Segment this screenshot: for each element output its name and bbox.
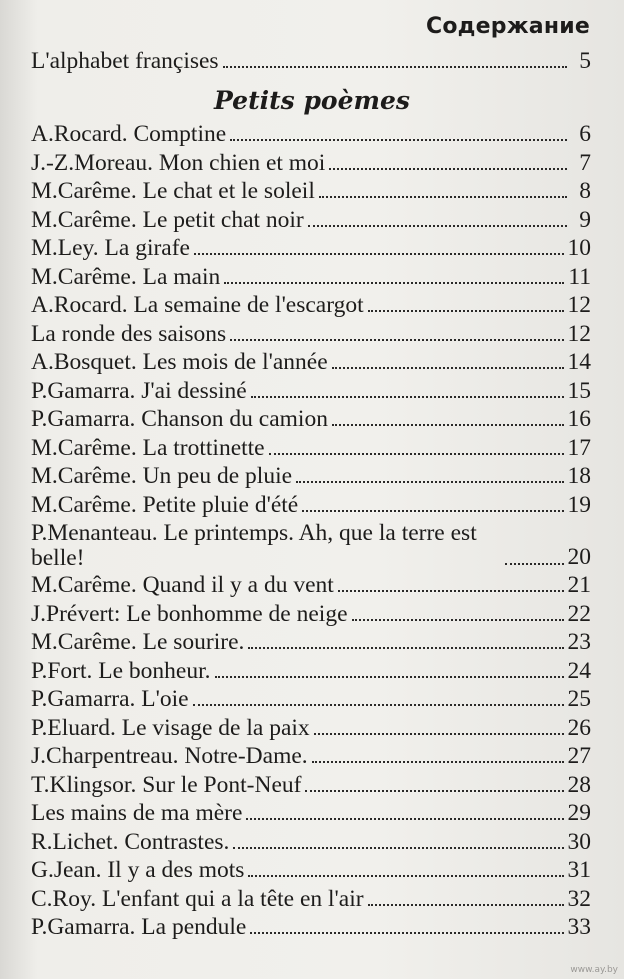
toc-entry-title: J.Charpentreau. Notre-Dame.	[31, 743, 308, 769]
toc-row	[31, 519, 591, 571]
dot-leader	[352, 619, 564, 621]
toc-page-number: 12	[567, 320, 591, 347]
dot-leader	[251, 396, 564, 398]
toc-page-number: 33	[567, 914, 591, 940]
dot-leader	[233, 847, 563, 849]
toc-entry-title: L'alphabet françises	[31, 48, 219, 74]
toc-list	[0, 120, 624, 942]
dot-leader	[215, 676, 564, 678]
toc-page-number: 14	[567, 349, 591, 375]
dot-leader	[312, 761, 564, 763]
toc-page-number: 27	[567, 743, 591, 769]
toc-page-number: 12	[567, 292, 591, 318]
dot-leader	[230, 339, 563, 341]
dot-leader	[248, 875, 563, 877]
toc-entry-title: J.Prévert: Le bonhomme de neige	[31, 600, 348, 627]
toc-page-number: 23	[567, 629, 591, 655]
dot-leader	[319, 196, 567, 198]
toc-page-number: 17	[567, 434, 591, 461]
toc-row	[31, 405, 591, 434]
toc-entry-title: A.Rocard. Comptine	[31, 121, 227, 147]
dot-leader	[193, 704, 564, 706]
toc-page-number: 30	[567, 828, 591, 855]
toc-page-number: 10	[567, 235, 591, 261]
toc-row	[31, 149, 591, 178]
dot-leader	[329, 168, 567, 170]
toc-entry-title: J.-Z.Moreau. Mon chien et moi	[31, 149, 326, 176]
dot-leader	[224, 282, 564, 284]
toc-row	[31, 771, 591, 800]
dot-leader	[302, 510, 563, 512]
dot-leader	[230, 139, 567, 141]
toc-row	[31, 377, 591, 406]
toc-entry-title: A.Rocard. La semaine de l'escargot	[31, 292, 364, 318]
toc-page-number: 25	[567, 686, 591, 712]
watermark: www.ay.by	[570, 965, 618, 975]
toc-entry-title: P.Gamarra. L'oie	[31, 686, 189, 712]
toc-row	[31, 348, 591, 377]
toc-row	[31, 120, 591, 149]
toc-row	[31, 685, 591, 714]
toc-page-number: 9	[579, 206, 591, 233]
toc-page-number: 32	[567, 885, 591, 912]
toc-entry-title: P.Gamarra. Chanson du camion	[31, 406, 328, 432]
toc-row	[31, 600, 591, 629]
toc-page-number: 5	[579, 48, 591, 74]
toc-row	[31, 434, 591, 463]
toc-row	[31, 913, 591, 942]
dot-leader	[505, 563, 564, 565]
toc-entry-title: M.Carême. La trottinette	[31, 434, 265, 461]
toc-entry-title: C.Roy. L'enfant qui a la tête en l'air	[31, 885, 364, 912]
toc-entry-title: P.Fort. Le bonheur.	[31, 657, 211, 684]
toc-page-number: 24	[567, 657, 591, 684]
toc-entry-title: A.Bosquet. Les mois de l'année	[31, 349, 328, 375]
dot-leader	[248, 647, 563, 649]
dot-leader	[250, 932, 563, 934]
toc-entry-title: P.Gamarra. La pendule	[31, 914, 247, 940]
toc-entry-title: M.Carême. Le petit chat noir	[31, 206, 304, 233]
toc-page-number: 22	[567, 600, 591, 627]
toc-entry-title: M.Carême. Le chat et le soleil	[31, 178, 315, 204]
toc-entry-title: M.Carême. La main	[31, 263, 221, 290]
toc-page-number: 6	[579, 121, 591, 147]
toc-row	[31, 491, 591, 520]
toc-entry-title: P.Gamarra. J'ai dessiné	[31, 377, 247, 404]
toc-row	[31, 291, 591, 320]
toc-entry-title: T.Klingsor. Sur le Pont-Neuf	[31, 771, 302, 798]
toc-row	[31, 657, 591, 686]
dot-leader	[332, 424, 564, 426]
dot-leader	[368, 904, 564, 906]
toc-page-number: 20	[567, 544, 591, 570]
toc-row	[31, 234, 591, 263]
toc-entry-title: M.Carême. Un peu de pluie	[31, 463, 293, 489]
toc-page-number: 29	[567, 800, 591, 826]
toc-entry-title: M.Ley. La girafe	[31, 235, 190, 261]
toc-row	[31, 320, 591, 349]
toc-entry-title: M.Carême. Petite pluie d'été	[31, 491, 299, 518]
toc-row	[31, 206, 591, 235]
toc-row	[31, 856, 591, 885]
dot-leader	[296, 481, 563, 483]
toc-page-number: 15	[567, 377, 591, 404]
dot-leader	[338, 590, 564, 592]
page-title: Содержание	[426, 14, 590, 39]
dot-leader	[223, 66, 567, 68]
toc-row	[31, 628, 591, 657]
toc-row	[31, 799, 591, 828]
dot-leader	[308, 225, 567, 227]
toc-row	[31, 714, 591, 743]
dot-leader	[194, 253, 564, 255]
toc-row	[31, 263, 591, 292]
toc-row	[31, 462, 591, 491]
toc-entry-title: Les mains de ma mère	[31, 800, 243, 826]
toc-page-number: 31	[567, 857, 591, 883]
toc-page-number: 8	[579, 178, 591, 204]
section-heading: Petits poèmes	[214, 86, 410, 115]
toc-page-number: 19	[567, 491, 591, 518]
toc-row	[31, 571, 591, 600]
toc-page-number: 11	[568, 263, 591, 290]
toc-intro-row	[31, 47, 591, 75]
toc-page-number: 18	[567, 463, 591, 489]
toc-entry-title: R.Lichet. Contrastes.	[31, 828, 230, 855]
toc-row	[31, 828, 591, 857]
toc-entry-title: G.Jean. Il y a des mots	[31, 857, 245, 883]
toc-page-number: 26	[567, 714, 591, 741]
toc-entry-title: La ronde des saisons	[31, 320, 227, 347]
dot-leader	[332, 367, 564, 369]
dot-leader	[368, 310, 564, 312]
toc-page-number: 21	[567, 572, 591, 598]
toc-entry-title: M.Carême. Quand il y a du vent	[31, 572, 334, 598]
toc-page-number: 28	[567, 771, 591, 798]
toc-entry-title: M.Carême. Le sourire.	[31, 629, 245, 655]
toc-row	[31, 177, 591, 206]
dot-leader	[246, 818, 563, 820]
dot-leader	[269, 453, 564, 455]
toc-entry-title: P.Eluard. Le visage de la paix	[31, 714, 310, 741]
toc-row	[31, 742, 591, 771]
toc-page-number: 16	[567, 406, 591, 432]
toc-row	[31, 885, 591, 914]
toc-entry-title: P.Menanteau. Le printemps. Ah, que la terre est belle!	[31, 520, 477, 571]
toc-page-number: 7	[579, 149, 591, 176]
dot-leader	[305, 790, 563, 792]
dot-leader	[314, 733, 564, 735]
